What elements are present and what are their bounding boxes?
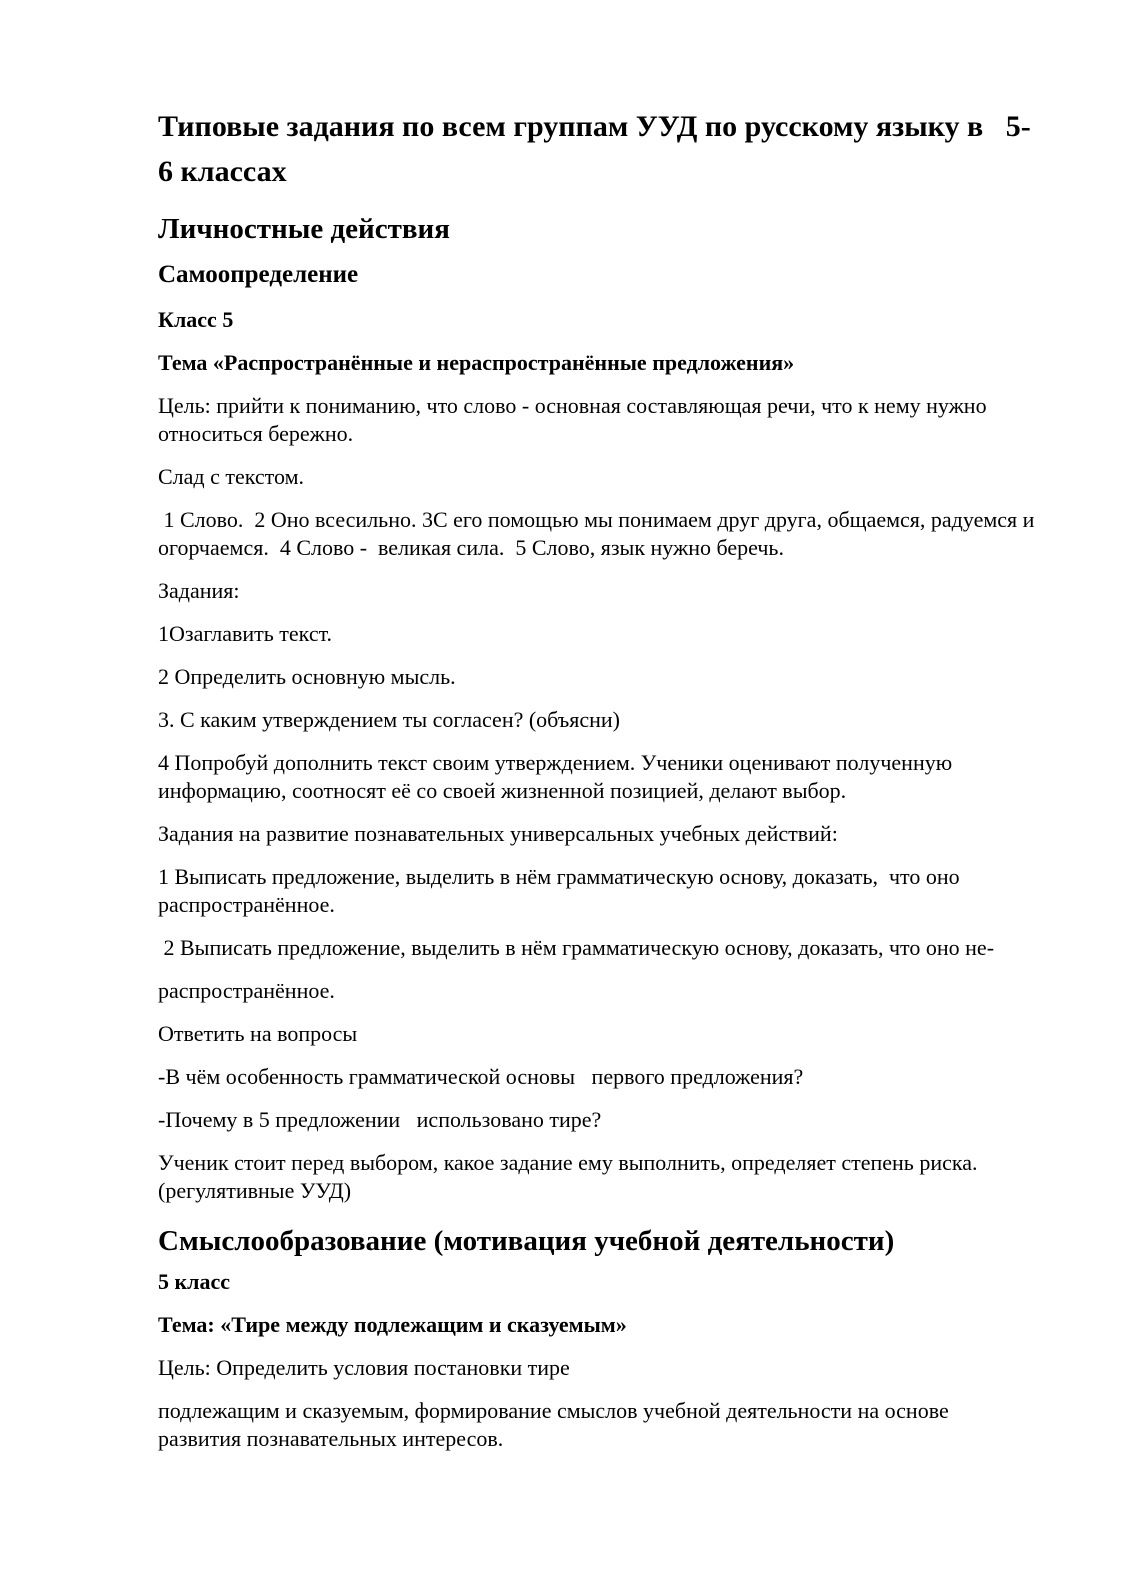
paragraph-bold: Тема: «Тире между подлежащим и сказуемым»: [158, 1312, 627, 1337]
paragraph: Ответить на вопросы: [158, 1021, 358, 1046]
paragraph: 2 Определить основную мысль.: [158, 664, 456, 689]
paragraph-bold: Класс 5: [158, 307, 234, 332]
subsection-heading: Самоопределение: [158, 261, 359, 288]
paragraph: Цель: Определить условия постановки тире: [158, 1355, 570, 1380]
paragraph-bold: 5 класс: [158, 1269, 231, 1294]
paragraph: 2 Выписать предложение, выделить в нём грамматическую основу, доказать, что оно не-: [158, 935, 995, 960]
paragraph: Ученик стоит перед выбором, какое задание ему выполнить, определяет степень риска. (регулятивные УУД): [158, 1150, 983, 1203]
paragraph: 1Озаглавить текст.: [158, 621, 333, 646]
paragraph: 1 Выписать предложение, выделить в нём грамматическую основу, доказать, что оно распространённое.: [158, 864, 966, 917]
paragraph: Задания на развитие познавательных универсальных учебных действий:: [158, 821, 838, 846]
paragraph: распространённое.: [158, 978, 335, 1003]
paragraph: Задания:: [158, 578, 240, 603]
section-heading: Личностные действия: [158, 213, 450, 245]
paragraph-bold: Тема «Распространённые и нераспространённые предложения»: [158, 350, 795, 375]
paragraph: 4 Попробуй дополнить текст своим утверждением. Ученики оценивают полученную информацию, соотносят её со своей жизненной позицией, делают выбор.: [158, 750, 958, 803]
paragraph: Слад с текстом.: [158, 464, 304, 489]
paragraph: подлежащим и сказуемым, формирование смыслов учебной деятельности на основе развития познавательных интересов.: [158, 1398, 955, 1451]
paragraph: Цель: прийти к пониманию, что слово - основная составляющая речи, что к нему нужно относиться бережно.: [158, 393, 993, 446]
paragraph: 3. С каким утверждением ты согласен? (объясни): [158, 707, 620, 732]
paragraph: -В чём особенность грамматической основы первого предложения?: [158, 1064, 804, 1089]
paragraph: 1 Слово. 2 Оно всесильно. 3С его помощью мы понимаем друг друга, общаемся, радуемся и огорчаемся. 4 Слово - великая сила. 5 Слово, язык нужно беречь.: [158, 507, 1040, 560]
section-heading: Смыслообразование (мотивация учебной деятельности): [158, 1225, 895, 1257]
document-title: Типовые задания по всем группам УУД по русскому языку в 5-6 классах: [158, 110, 1031, 188]
paragraph: -Почему в 5 предложении использовано тире?: [158, 1107, 602, 1132]
